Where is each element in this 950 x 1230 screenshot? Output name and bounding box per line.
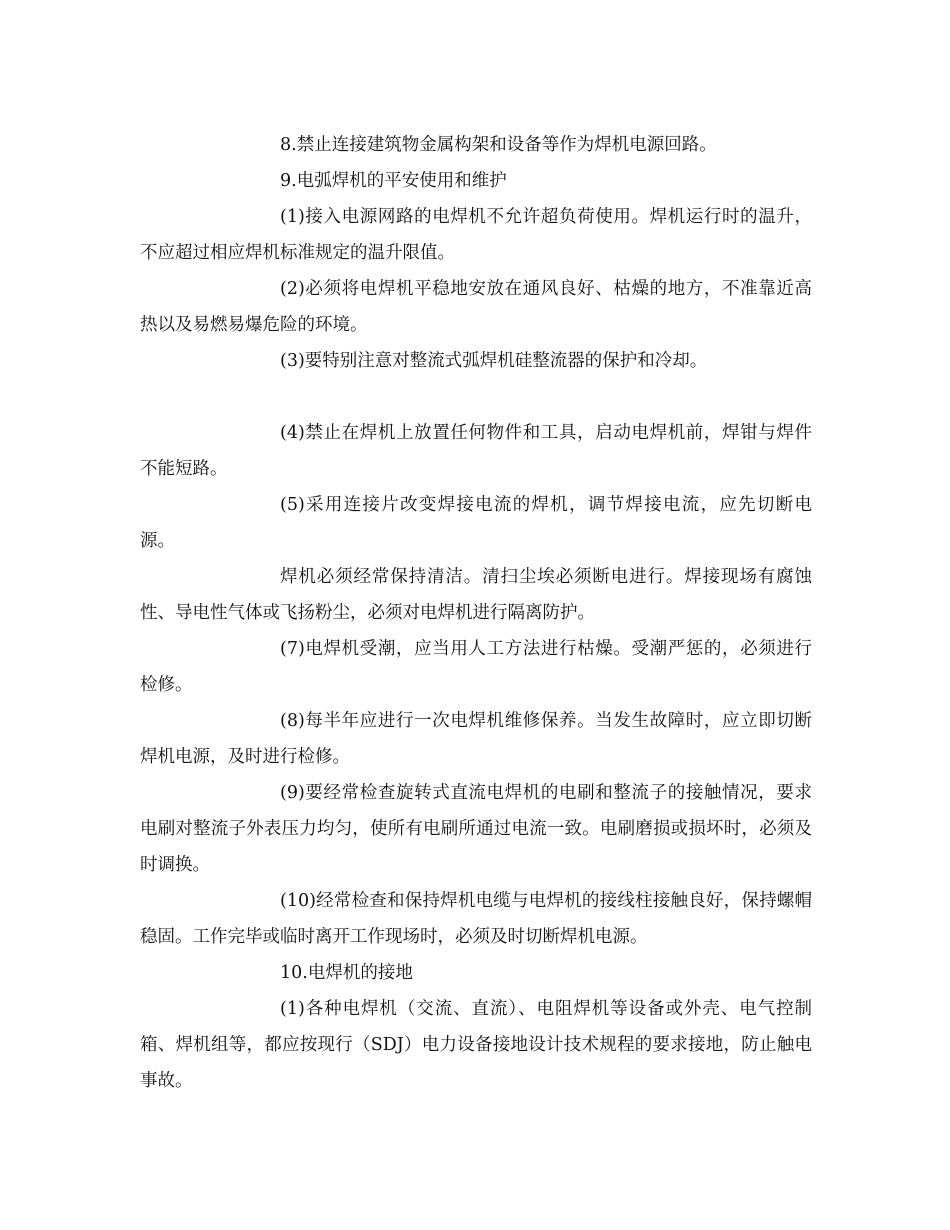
item-9-8-paragraph: (8)每半年应进行一次电焊机维修保养。当发生故障时，应立即切断焊机电源，及时进行检修。 bbox=[140, 711, 812, 767]
item-9-2-paragraph: (2)必须将电焊机平稳地安放在通风良好、枯燥的地方，不准靠近高热以及易燃易爆危险的环境。 bbox=[140, 279, 812, 335]
section-10-heading: 10.电焊机的接地 bbox=[280, 963, 413, 983]
section-9-heading: 9.电弧焊机的平安使用和维护 bbox=[280, 171, 507, 191]
item-9-1-paragraph: (1)接入电源网路的电焊机不允许超负荷使用。焊机运行时的温升，不应超过相应焊机标准规定的温升限值。 bbox=[140, 207, 812, 263]
document-body bbox=[140, 127, 812, 1099]
item-9-6-paragraph: 焊机必须经常保持清洁。清扫尘埃必须断电进行。焊接现场有腐蚀性、导电性气体或飞扬粉尘，必须对电焊机进行隔离防护。 bbox=[140, 567, 812, 623]
item-9-4-paragraph: (4)禁止在焊机上放置任何物件和工具，启动电焊机前，焊钳与焊件不能短路。 bbox=[140, 423, 812, 479]
item-9-10-paragraph: (10)经常检查和保持焊机电缆与电焊机的接线柱接触良好，保持螺帽稳固。工作完毕或临时离开工作现场时，必须及时切断焊机电源。 bbox=[140, 891, 812, 947]
item-10-1-paragraph: (1)各种电焊机（交流、直流）、电阻焊机等设备或外壳、电气控制箱、焊机组等，都应按现行（SDJ）电力设备接地设计技术规程的要求接地，防止触电事故。 bbox=[140, 999, 812, 1091]
blank-line bbox=[140, 379, 812, 415]
item-9-3-paragraph: (3)要特别注意对整流式弧焊机硅整流器的保护和冷却。 bbox=[280, 351, 708, 371]
item-9-7-paragraph: (7)电焊机受潮，应当用人工方法进行枯燥。受潮严惩的，必须进行检修。 bbox=[140, 639, 812, 695]
item-8-paragraph: 8.禁止连接建筑物金属构架和设备等作为焊机电源回路。 bbox=[280, 135, 717, 155]
item-9-9-paragraph: (9)要经常检查旋转式直流电焊机的电刷和整流子的接触情况，要求电刷对整流子外表压力均匀，使所有电刷所通过电流一致。电刷磨损或损坏时，必须及时调换。 bbox=[140, 783, 812, 875]
item-9-5-paragraph: (5)采用连接片改变焊接电流的焊机，调节焊接电流，应先切断电源。 bbox=[140, 495, 812, 551]
